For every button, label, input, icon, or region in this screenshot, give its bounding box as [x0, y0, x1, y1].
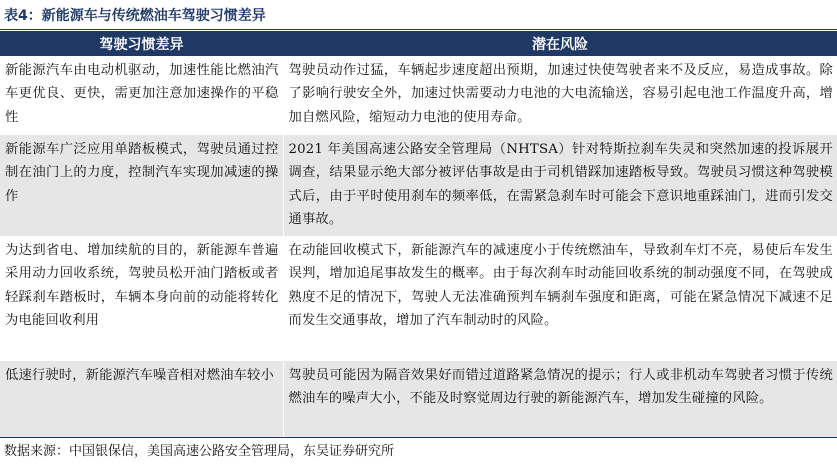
table-row — [0, 56, 837, 135]
table-row — [0, 361, 837, 437]
table-title: 表4：新能源车与传统燃油车驾驶习惯差异 — [4, 8, 266, 24]
header-risk: 潜在风险 — [283, 31, 837, 56]
risk-cell: 驾驶员动作过猛，车辆起步速度超出预期，加速过快使驾驶者来不及反应，易造成事故。除了影响行驶安全外，加速过快需要动力电池的大电流输送，容易引起电池工作温度升高，增加自燃风险，缩短动力电池的使用寿命。 — [288, 63, 833, 125]
header-habit: 驾驶习惯差异 — [0, 31, 283, 56]
comparison-table — [0, 31, 837, 437]
bottom-rule — [0, 437, 837, 438]
habit-cell: 为达到省电、增加续航的目的，新能源车普遍采用动力回收系统，驾驶员松开油门踏板或者轻踩刹车踏板时，车辆本身向前的动能将转化为电能回收利用 — [0, 236, 283, 361]
top-rule — [0, 29, 837, 30]
habit-cell: 新能源车广泛应用单踏板模式，驾驶员通过控制在油门上的力度，控制汽车实现加减速的操作 — [0, 135, 283, 236]
habit-cell: 低速行驶时，新能源汽车噪音相对燃油车较小 — [0, 361, 283, 437]
table-row — [0, 135, 837, 236]
habit-cell: 新能源汽车由电动机驱动，加速性能比燃油汽车更优良、更快，需更加注意加速操作的平稳性 — [0, 56, 283, 135]
data-source-note: 数据来源：中国银保信，美国高速公路安全管理局，东吴证券研究所 — [4, 444, 395, 459]
risk-cell: 在动能回收模式下，新能源汽车的减速度小于传统燃油车，导致刹车灯不亮，易使后车发生误判，增加追尾事故发生的概率。由于每次刹车时动能回收系统的制动强度不同，在驾驶成熟度不足的情况下，驾驶人无法准确预判车辆刹车强度和距离，可能在紧急情况下减速不足而发生交通事故，增加了汽车制动时的风险。 — [288, 243, 833, 329]
risk-cell: 驾驶员可能因为隔音效果好而错过道路紧急情况的提示；行人或非机动车驾驶者习惯于传统燃油车的噪声大小，不能及时察觉周边行驶的新能源汽车，增加发生碰撞的风险。 — [283, 361, 837, 437]
risk-cell: 2021 年美国高速公路安全管理局（NHTSA）针对特斯拉刹车失灵和突然加速的投诉展开调查，结果显示绝大部分被评估事故是由于司机错踩加速踏板导致。驾驶员习惯这种驾驶模式后，由于平时使用刹车的频率低，在需紧急刹车时可能会下意识地重踩油门，进而引发交通事故。 — [283, 135, 837, 236]
table-header-row — [0, 31, 837, 56]
table-row — [0, 236, 837, 361]
